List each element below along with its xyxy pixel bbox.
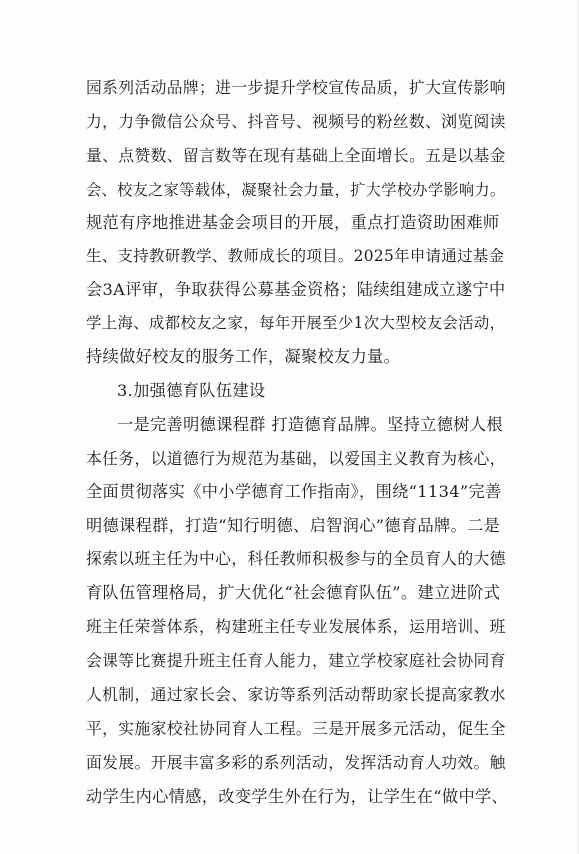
text-line: 班主任荣誉体系，构建班主任专业发展体系，运用培训、班 bbox=[86, 617, 506, 636]
text-line: 本任务，以道德行为规范为基础，以爱国主义教育为核心， bbox=[86, 449, 506, 468]
text-line: 探索以班主任为中心，科任教师积极参与的全员育人的大德 bbox=[86, 549, 506, 568]
text-line: 规范有序地推进基金会项目的开展，重点打造资助困难师 bbox=[86, 213, 500, 232]
text-line: 量、点赞数、留言数等在现有基础上全面增长。五是以基金 bbox=[86, 146, 506, 165]
text-line: 学上海、成都校友之家，每年开展至少1次大型校友会活动， bbox=[86, 314, 506, 332]
text-line: 人机制，通过家长会、家访等系列活动帮助家长提高家教水 bbox=[86, 685, 506, 704]
text-line: 会、校友之家等载体，凝聚社会力量，扩大学校办学影响力。 bbox=[86, 181, 506, 199]
text-line: 育队伍管理格局，扩大优化“社会德育队伍”。建立进阶式 bbox=[86, 583, 501, 602]
text-line: 动学生内心情感，改变学生外在行为，让学生在“做中学、 bbox=[86, 787, 509, 806]
text-line: 会3A评审，争取获得公募基金资格；陆续组建成立遂宁中 bbox=[86, 280, 506, 299]
text-line: 力，力争微信公众号、抖音号、视频号的粉丝数、浏览阅读 bbox=[86, 112, 506, 131]
section-heading: 3.加强德育队伍建设 bbox=[117, 381, 266, 400]
text-line: 持续做好校友的服务工作，凝聚校友力量。 bbox=[86, 347, 401, 366]
text-line: 全面贯彻落实《中小学德育工作指南》，围绕“1134”完善 bbox=[86, 482, 502, 501]
text-line: 会课等比赛提升班主任育人能力，建立学校家庭社会协同育 bbox=[86, 651, 506, 670]
text-line: 一是完善明德课程群 打造德育品牌。坚持立德树人根 bbox=[117, 415, 503, 434]
text-line: 明德课程群，打造“知行明德、启智润心”德育品牌。二是 bbox=[86, 516, 501, 535]
text-line: 生、支持教研教学、教师成长的项目。2025年申请通过基金 bbox=[86, 247, 505, 265]
text-line: 园系列活动品牌；进一步提升学校宣传品质，扩大宣传影响 bbox=[86, 78, 506, 97]
text-line: 面发展。开展丰富多彩的系列活动，发挥活动育人功效。触 bbox=[86, 753, 506, 772]
text-line: 平，实施家校社协同育人工程。三是开展多元活动，促生全 bbox=[86, 719, 506, 738]
